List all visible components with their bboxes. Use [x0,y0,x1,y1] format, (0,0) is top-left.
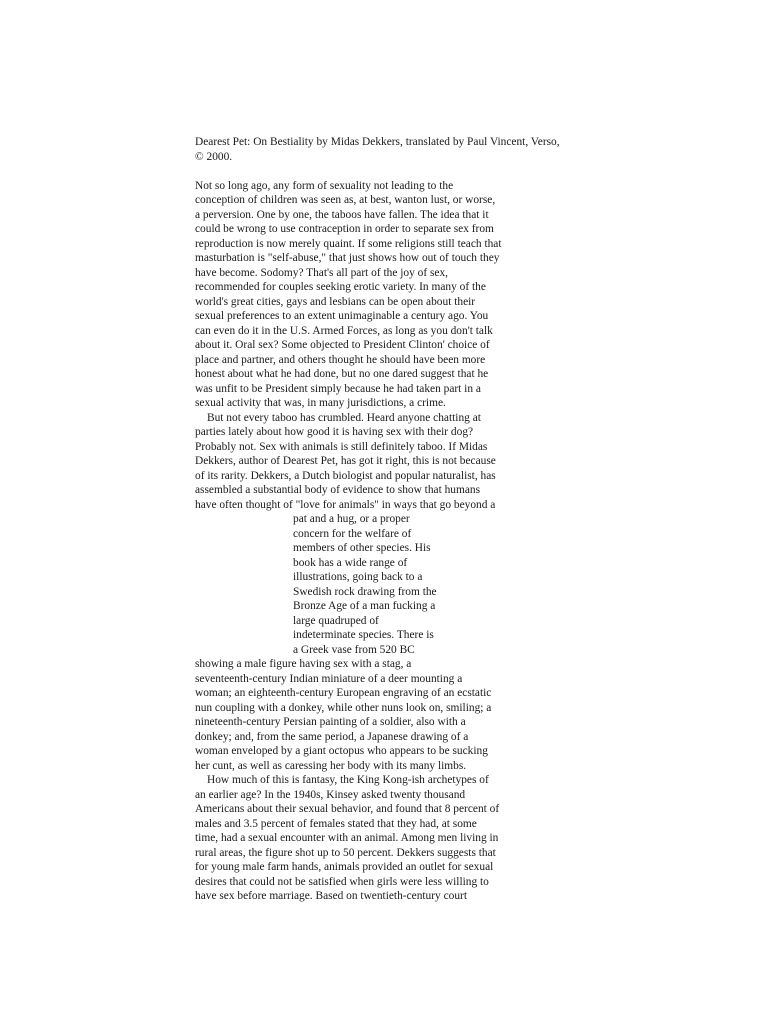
body-text [195,179,540,904]
body-line: masturbation is "self-abuse," that just shows how out of touch they [195,252,500,264]
citation-line: © 2000. [195,150,233,163]
body-line: But not every taboo has crumbled. Heard anyone chatting at [207,411,481,424]
citation-line: Dearest Pet: On Bestiality by Midas Dekkers, translated by Paul Vincent, Verso, [195,136,560,148]
body-line: assembled a substantial body of evidence to show that humans [195,484,481,496]
body-line: world's great cities, gays and lesbians can be open about their [195,295,476,308]
body-line: conception of children was seen as, at best, wanton lust, or worse, [195,194,496,206]
body-line: Dekkers, author of Dearest Pet, has got it right, this is not because [195,455,496,467]
body-line: concern for the welfare of [293,527,412,540]
body-line: nun coupling with a donkey, while other nuns look on, smiling; a [195,701,492,714]
body-line: book has a wide range of [293,556,408,569]
body-line: indeterminate species. There is [293,629,434,641]
body-line: an earlier age? In the 1940s, Kinsey asked twenty thousand [195,788,466,801]
body-line: place and partner, and others thought he should have been more [195,353,486,366]
body-line: was unfit to be President simply because he had taken part in a [195,382,481,395]
document-text [195,135,560,904]
body-line: illustrations, going back to a [293,571,423,583]
body-line: have sex before marriage. Based on twentieth-century court [195,890,467,902]
body-line: have often thought of "love for animals" in ways that go beyond a [195,498,496,511]
body-line: about it. Oral sex? Some objected to President Clinton' choice of [195,339,490,351]
body-line: Swedish rock drawing from the [293,585,437,598]
body-line: showing a male figure having sex with a stag, a [195,658,412,670]
body-line: males and 3.5 percent of females stated that they had, at some [195,817,477,830]
body-line: her cunt, as well as caressing her body with its many limbs. [195,759,467,772]
body-line: sexual preferences to an extent unimaginable a century ago. You [195,310,489,322]
body-line: a Greek vase from 520 BC [293,643,415,656]
body-line: members of other species. His [293,542,431,554]
body-line: woman enveloped by a giant octopus who appears to be sucking [195,745,488,757]
body-line: for young male farm hands, animals provided an outlet for sexual [195,861,494,873]
body-line: Americans about their sexual behavior, and found that 8 percent of [195,803,500,815]
paragraph-gap [195,164,540,179]
body-line: parties lately about how good it is having sex with their dog? [195,426,474,438]
body-line: Bronze Age of a man fucking a [293,600,436,612]
body-line: a perversion. One by one, the taboos have fallen. The idea that it [195,208,489,221]
citation-block [195,135,560,164]
body-line: honest about what he had done, but no one dared suggest that he [195,368,489,380]
body-line: rural areas, the figure shot up to 50 percent. Dekkers suggests that [195,846,496,859]
body-line: can even do it in the U.S. Armed Forces, as long as you don't talk [195,324,493,337]
body-line: have become. Sodomy? That's all part of the joy of sex, [195,266,449,279]
body-line: sexual activity that was, in many jurisdictions, a crime. [195,397,446,409]
body-line: seventeenth-century Indian miniature of a deer mounting a [195,672,463,685]
body-line: woman; an eighteenth-century European engraving of an ecstatic [195,687,492,699]
body-line: of its rarity. Dekkers, a Dutch biologist and popular naturalist, has [195,469,496,482]
body-line: Probably not. Sex with animals is still definitely taboo. If Midas [195,440,488,453]
body-line: nineteenth-century Persian painting of a soldier, also with a [195,716,466,728]
body-line: could be wrong to use contraception in order to separate sex from [195,223,494,235]
body-line: large quadruped of [293,614,379,627]
body-line: time, had a sexual encounter with an animal. Among men living in [195,832,499,844]
body-line: pat and a hug, or a proper [293,513,410,525]
body-line: Not so long ago, any form of sexuality not leading to the [195,179,454,192]
body-line: donkey; and, from the same period, a Japanese drawing of a [195,730,469,743]
body-line: recommended for couples seeking erotic variety. In many of the [195,281,486,293]
body-line: desires that could not be satisfied when girls were less willing to [195,875,489,888]
body-line: How much of this is fantasy, the King Kong-ish archetypes of [207,774,489,786]
body-line: reproduction is now merely quaint. If some religions still teach that [195,237,502,250]
